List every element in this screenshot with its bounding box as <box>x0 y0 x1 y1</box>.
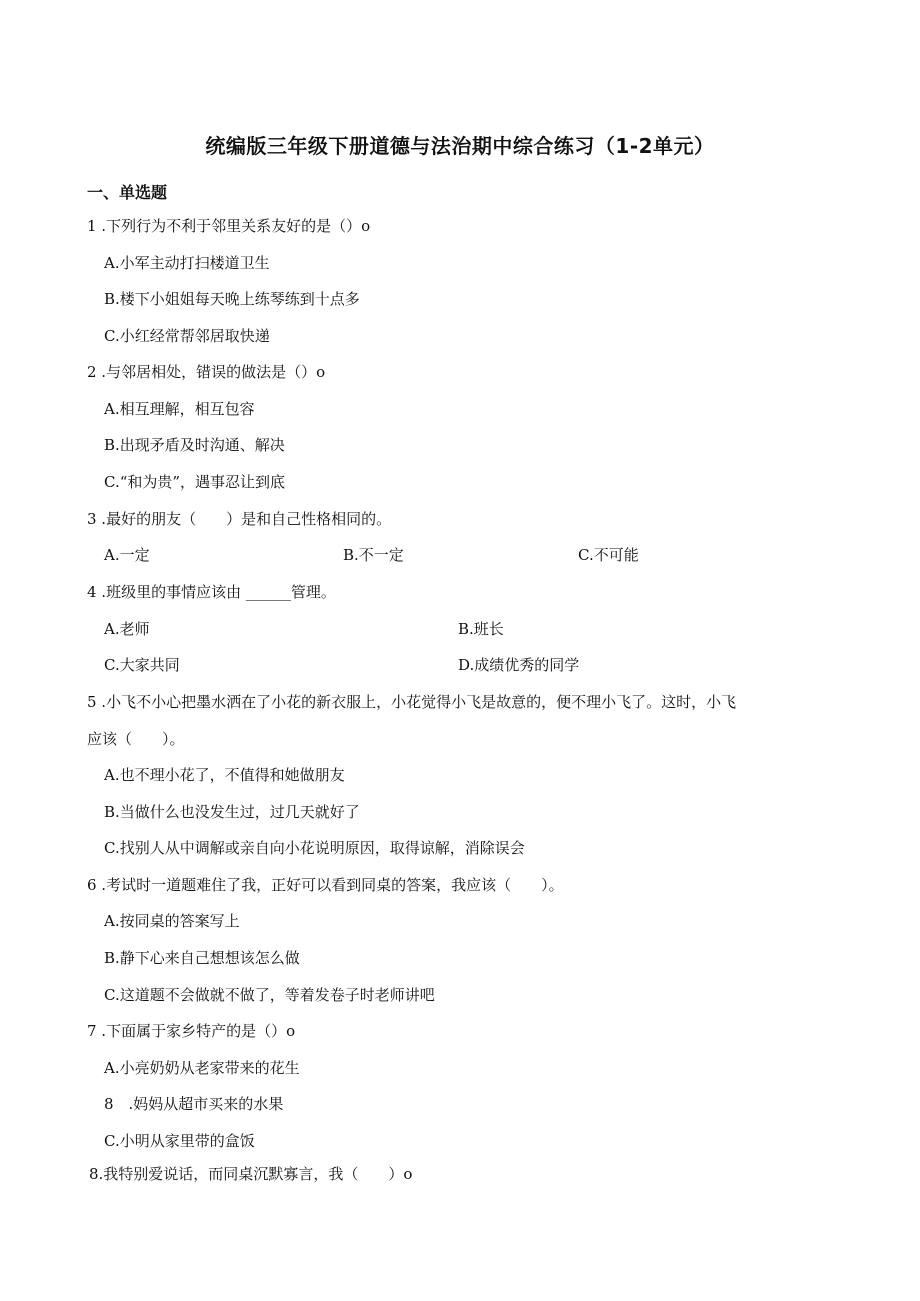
question-1-option-c: C.小红经常帮邻居取快递 <box>104 327 270 345</box>
question-2-option-b: B.出现矛盾及时沟通、解决 <box>104 436 285 454</box>
question-4-stem: 4 .班级里的事情应该由 ______管理。 <box>87 583 336 601</box>
question-3-option-b: B.不一定 <box>343 546 404 564</box>
question-5-option-a: A.也不理小花了，不值得和她做朋友 <box>104 766 345 784</box>
question-5-stem-continued: 应该（ ）。 <box>87 730 185 748</box>
question-1-stem: 1 .下列行为不利于邻里关系友好的是（）o <box>87 217 371 235</box>
document-title: 统编版三年级下册道德与法治期中综合练习（1-2单元） <box>205 134 715 158</box>
question-6-option-b: B.静下心来自己想想该怎么做 <box>104 949 300 967</box>
section-heading: 一、单选题 <box>87 183 168 202</box>
question-5-stem: 5 .小飞不小心把墨水洒在了小花的新衣服上，小花觉得小飞是故意的，便不理小飞了。这时，小飞 <box>87 693 737 711</box>
question-7-option-c: C.小明从家里带的盒饭 <box>104 1132 255 1150</box>
question-3-stem: 3 .最好的朋友（ ）是和自己性格相同的。 <box>87 510 392 528</box>
question-7-stem: 7 .下面属于家乡特产的是（）o <box>87 1022 296 1040</box>
question-2-option-a: A.相互理解，相互包容 <box>104 400 255 418</box>
question-6-stem: 6 .考试时一道题难住了我，正好可以看到同桌的答案，我应该（ ）。 <box>87 876 564 894</box>
question-4-option-c: C.大家共同 <box>104 656 180 674</box>
question-4-option-d: D.成绩优秀的同学 <box>458 656 580 674</box>
question-7-option-b: 8 .妈妈从超市买来的水果 <box>104 1095 284 1113</box>
question-7-option-a: A.小亮奶奶从老家带来的花生 <box>104 1059 300 1077</box>
question-2-stem: 2 .与邻居相处，错误的做法是（）o <box>87 363 326 381</box>
question-4-option-b: B.班长 <box>458 620 504 638</box>
question-4-option-a: A.老师 <box>104 620 150 638</box>
question-6-option-a: A.按同桌的答案写上 <box>104 912 240 930</box>
question-6-option-c: C.这道题不会做就不做了，等着发卷子时老师讲吧 <box>104 986 435 1004</box>
question-3-option-c: C.不可能 <box>578 546 639 564</box>
question-5-option-b: B.当做什么也没发生过，过几天就好了 <box>104 803 360 821</box>
question-1-option-a: A.小军主动打扫楼道卫生 <box>104 254 270 272</box>
question-3-option-a: A.一定 <box>104 546 150 564</box>
question-2-option-c: C.“和为贵”，遇事忍让到底 <box>104 473 286 491</box>
question-8-stem: 8.我特别爱说话，而同桌沉默寡言，我（ ）o <box>89 1165 413 1183</box>
question-1-option-b: B.楼下小姐姐每天晚上练琴练到十点多 <box>104 290 360 308</box>
question-5-option-c: C.找别人从中调解或亲自向小花说明原因，取得谅解，消除误会 <box>104 839 525 857</box>
